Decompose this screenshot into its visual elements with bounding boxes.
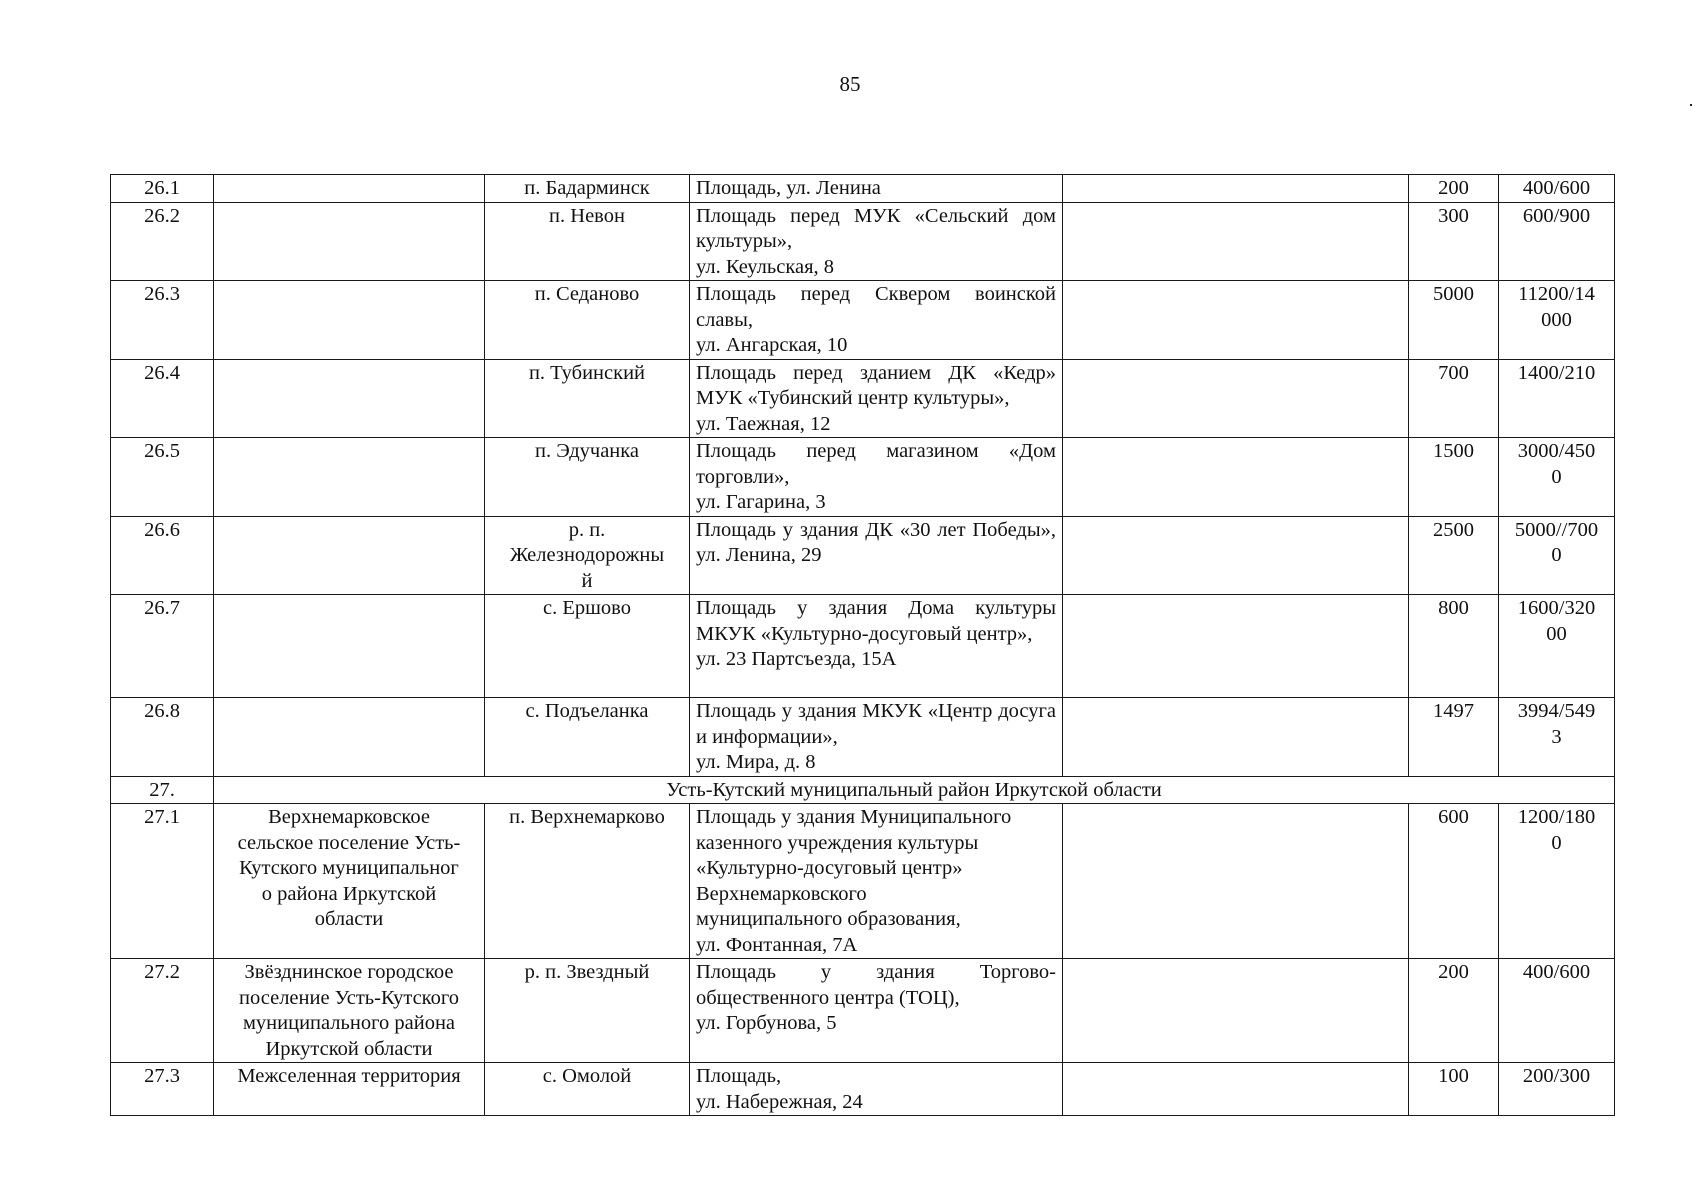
settlement-cell	[485, 202, 690, 281]
empty-cell	[1063, 438, 1409, 517]
municipality-cell	[214, 804, 485, 959]
capacity-cell	[1499, 359, 1615, 438]
cell-line: 600/900	[1522, 204, 1591, 227]
cell-line: Площадь перед Сквером воинской славы,	[696, 283, 1056, 331]
section-number: 27.	[111, 776, 214, 804]
municipality-cell	[214, 1063, 485, 1116]
cell-line: Иркутской области	[265, 1037, 433, 1060]
cell-line: 1600/320	[1517, 597, 1596, 619]
table-row	[111, 438, 1615, 517]
row-number-cell: 26.1	[111, 175, 214, 203]
location-cell	[690, 595, 1063, 698]
cell-line: 400/600	[1522, 177, 1591, 199]
municipality-cell	[214, 359, 485, 438]
table-row	[111, 175, 1615, 203]
cell-line: 1200/180	[1517, 806, 1596, 828]
capacity-cell	[1499, 202, 1615, 281]
cell-line: 400/600	[1522, 961, 1591, 983]
capacity-cell	[1499, 698, 1615, 777]
cell-line: п. Тубинский	[528, 361, 646, 384]
empty-cell	[1063, 1063, 1409, 1116]
cell-line: Площадь у здания МКУК «Центр досуга и информации»,	[696, 700, 1056, 748]
cell-line: п. Эдучанка	[534, 440, 640, 462]
table-row	[111, 959, 1615, 1063]
capacity-cell	[1499, 595, 1615, 698]
area-cell: 100	[1409, 1063, 1499, 1116]
cell-line: 3	[1551, 725, 1562, 748]
cell-line: 000	[1541, 308, 1572, 331]
cell-line: ул. Горбунова, 5	[696, 1012, 837, 1034]
page-number: 85	[839, 72, 861, 96]
cell-line: п. Невон	[549, 204, 625, 227]
cell-line: й	[581, 569, 593, 592]
municipality-cell	[214, 281, 485, 360]
cell-line: Площадь перед МУК «Сельский дом культуры»,	[696, 204, 1056, 252]
area-cell: 700	[1409, 359, 1499, 438]
area-cell: 1497	[1409, 698, 1499, 777]
settlement-cell	[485, 359, 690, 438]
cell-line: п. Бадарминск	[524, 177, 650, 199]
capacity-cell	[1499, 804, 1615, 959]
location-cell	[690, 202, 1063, 281]
cell-line: Площадь у здания ДК «30 лет Победы», ул. Ленина, 29	[696, 518, 1056, 566]
area-cell: 600	[1409, 804, 1499, 959]
row-number-cell: 26.8	[111, 698, 214, 777]
row-number-cell: 26.3	[111, 281, 214, 360]
settlements-table	[110, 174, 1615, 1116]
empty-cell	[1063, 959, 1409, 1063]
location-cell	[690, 359, 1063, 438]
cell-line: Площадь у здания Дома культуры МКУК «Культурно-досуговый центр»,	[696, 597, 1056, 645]
cell-line: Площадь у здания Торгово-общественного центра (ТОЦ),	[696, 961, 1056, 1009]
capacity-cell	[1499, 516, 1615, 595]
row-number-cell: 26.4	[111, 359, 214, 438]
municipality-cell	[214, 175, 485, 203]
settlement-cell	[485, 595, 690, 698]
cell-line: сельское поселение Усть-	[237, 831, 461, 854]
cell-line: Верхнемарковского	[696, 882, 867, 905]
empty-cell	[1063, 516, 1409, 595]
empty-cell	[1063, 202, 1409, 281]
cell-line: 5000//700	[1514, 518, 1599, 541]
settlement-cell	[485, 175, 690, 203]
table-row	[111, 202, 1615, 281]
municipality-cell	[214, 438, 485, 517]
cell-line: Звёзднинское городское	[244, 961, 454, 983]
cell-line: Площадь перед зданием ДК «Кедр» МУК «Тубинский центр культуры»,	[696, 361, 1056, 409]
table-row	[111, 281, 1615, 360]
cell-line: Площадь у здания Муниципального	[696, 806, 1012, 828]
cell-line: 3000/450	[1517, 440, 1596, 462]
row-number-cell: 26.5	[111, 438, 214, 517]
cell-line: Площадь,	[696, 1065, 782, 1087]
cell-line: муниципального образования,	[696, 908, 961, 930]
cell-line: ул. Кеульская, 8	[696, 255, 835, 278]
settlement-cell	[485, 516, 690, 595]
area-cell: 1500	[1409, 438, 1499, 517]
cell-line: р. п. Звездный	[524, 961, 650, 983]
cell-line: Межселенная территория	[237, 1065, 461, 1087]
capacity-cell	[1499, 438, 1615, 517]
capacity-cell	[1499, 175, 1615, 203]
table-row	[111, 359, 1615, 438]
row-number-cell: 26.6	[111, 516, 214, 595]
capacity-cell	[1499, 281, 1615, 360]
municipality-cell	[214, 959, 485, 1063]
cell-line: ул. Фонтанная, 7А	[696, 933, 858, 956]
table-row	[111, 516, 1615, 595]
row-number-cell: 26.2	[111, 202, 214, 281]
table-row	[111, 698, 1615, 777]
settlement-cell	[485, 804, 690, 959]
section-title: Усть-Кутский муниципальный район Иркутской области	[214, 776, 1615, 804]
cell-line: Верхнемарковское	[268, 806, 430, 828]
cell-line: Площадь перед магазином «Дом торговли»,	[696, 440, 1056, 488]
cell-line: 11200/14	[1518, 283, 1595, 305]
area-cell: 2500	[1409, 516, 1499, 595]
cell-line: ул. Мира, д. 8	[696, 751, 816, 773]
cell-line: поселение Усть-Кутского	[239, 986, 459, 1009]
location-cell	[690, 1063, 1063, 1116]
cell-line: 0	[1551, 544, 1562, 566]
municipality-cell	[214, 595, 485, 698]
row-number-cell: 27.3	[111, 1063, 214, 1116]
table-row	[111, 595, 1615, 698]
cell-line: ул. Гагарина, 3	[696, 491, 826, 513]
cell-line: Площадь, ул. Ленина	[696, 177, 881, 199]
stray-mark	[1690, 104, 1692, 106]
cell-line: Кутского муниципальног	[239, 857, 459, 879]
table-row	[111, 804, 1615, 959]
settlement-cell	[485, 698, 690, 777]
section-row	[111, 776, 1615, 804]
settlement-cell	[485, 281, 690, 360]
cell-line: 1400/210	[1517, 361, 1596, 384]
empty-cell	[1063, 698, 1409, 777]
cell-line: п. Седаново	[534, 283, 640, 305]
cell-line: области	[314, 908, 384, 930]
cell-line: о района Иркутской	[261, 882, 437, 905]
empty-cell	[1063, 359, 1409, 438]
cell-line: ул. Набережная, 24	[696, 1090, 863, 1113]
cell-line: казенного учреждения культуры	[696, 831, 979, 854]
area-cell: 200	[1409, 959, 1499, 1063]
location-cell	[690, 438, 1063, 517]
cell-line: «Культурно-досуговый центр»	[696, 857, 963, 879]
location-cell	[690, 175, 1063, 203]
cell-line: 200/300	[1522, 1065, 1591, 1087]
location-cell	[690, 516, 1063, 595]
empty-cell	[1063, 595, 1409, 698]
capacity-cell	[1499, 959, 1615, 1063]
area-cell: 800	[1409, 595, 1499, 698]
cell-line: ул. Таежная, 12	[696, 412, 831, 435]
cell-line: Железнодорожны	[509, 544, 665, 566]
cell-line: муниципального района	[242, 1012, 456, 1034]
location-cell	[690, 698, 1063, 777]
capacity-cell	[1499, 1063, 1615, 1116]
cell-line: с. Ершово	[543, 597, 631, 619]
settlement-cell	[485, 438, 690, 517]
cell-line: с. Подъеланка	[525, 700, 649, 722]
cell-line: 0	[1551, 831, 1562, 854]
empty-cell	[1063, 804, 1409, 959]
cell-line: 00	[1546, 622, 1567, 645]
cell-line: п. Верхнемарково	[509, 806, 665, 828]
location-cell	[690, 281, 1063, 360]
area-cell: 200	[1409, 175, 1499, 203]
location-cell	[690, 804, 1063, 959]
row-number-cell: 27.1	[111, 804, 214, 959]
municipality-cell	[214, 202, 485, 281]
cell-line: ул. 23 Партсъезда, 15А	[696, 648, 897, 670]
area-cell: 5000	[1409, 281, 1499, 360]
empty-cell	[1063, 281, 1409, 360]
area-cell: 300	[1409, 202, 1499, 281]
cell-line: ул. Ангарская, 10	[696, 334, 848, 356]
table-row	[111, 1063, 1615, 1116]
table-body	[111, 175, 1615, 1116]
municipality-cell	[214, 698, 485, 777]
settlement-cell	[485, 959, 690, 1063]
location-cell	[690, 959, 1063, 1063]
row-number-cell: 27.2	[111, 959, 214, 1063]
cell-line: 0	[1551, 465, 1562, 488]
cell-line: с. Омолой	[542, 1065, 632, 1087]
cell-line: р. п.	[568, 518, 606, 541]
municipality-cell	[214, 516, 485, 595]
settlement-cell	[485, 1063, 690, 1116]
empty-cell	[1063, 175, 1409, 203]
row-number-cell: 26.7	[111, 595, 214, 698]
cell-line: 3994/549	[1517, 700, 1596, 722]
